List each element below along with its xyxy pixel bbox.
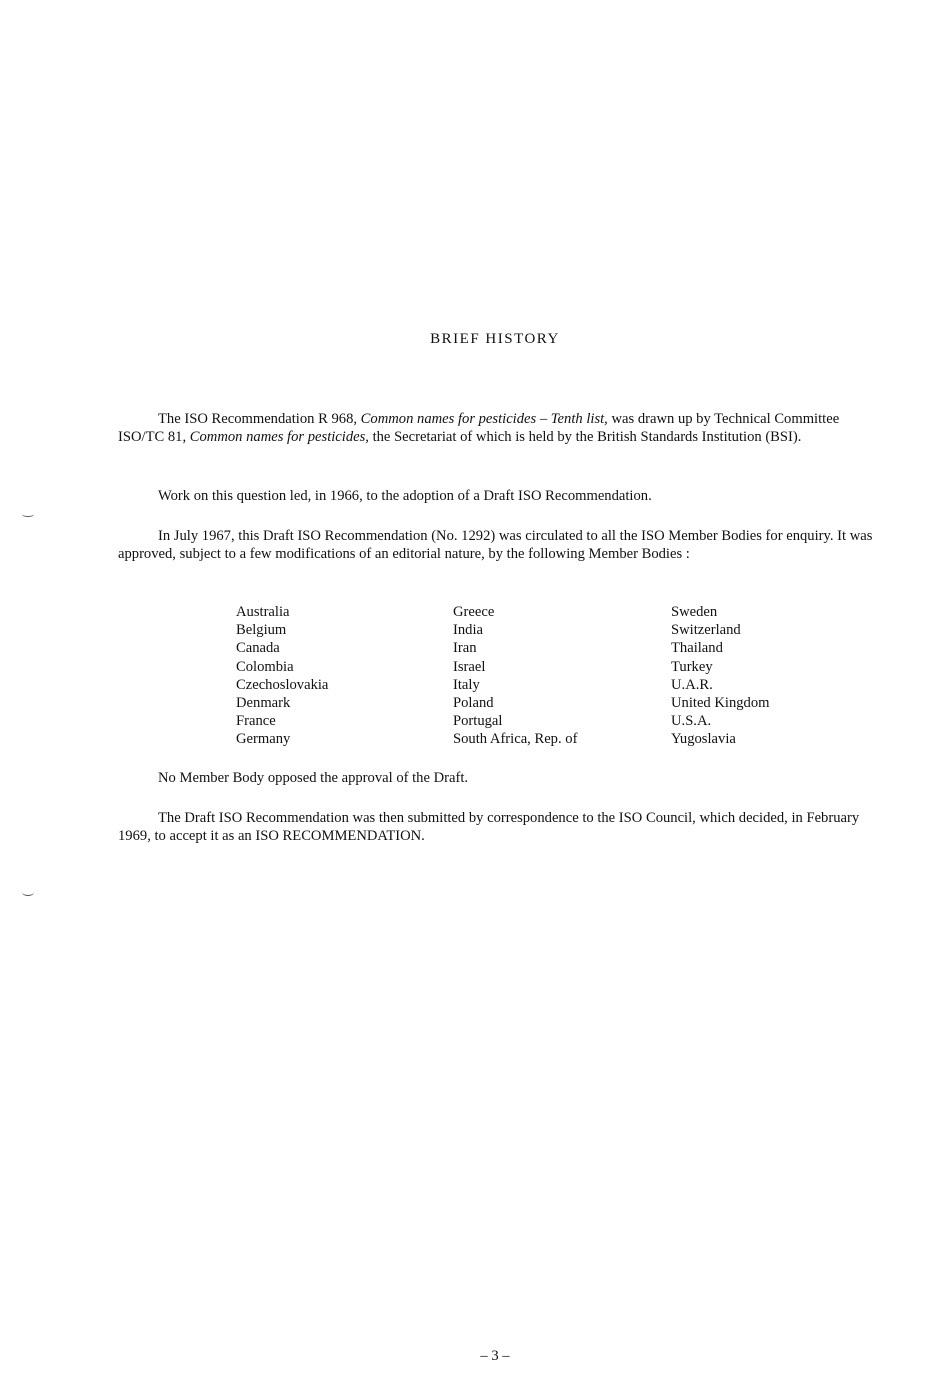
paragraph-council-decision: The Draft ISO Recommendation was then submitted by correspondence to the ISO Council, which decided, in February 1969, to accept it as an ISO RECOMMENDATION.: [118, 810, 860, 845]
member-body: Poland: [453, 695, 494, 712]
origin-italic-title: Common names for pesticides – Tenth list,: [360, 411, 608, 427]
paragraph-circulation: In July 1967, this Draft ISO Recommendation (No. 1292) was circulated to all the ISO Member Bodies for enquiry. It was approved, subject to a few modifications of an editorial nature, by the following Member Bodies :: [118, 528, 873, 563]
member-body: Denmark: [236, 695, 291, 712]
member-body: Italy: [453, 676, 480, 693]
origin-italic-committee: Common names for pesticides,: [189, 429, 369, 446]
member-body: U.S.A.: [671, 713, 712, 730]
member-body: Greece: [453, 604, 495, 620]
origin-text-3: the Secretariat of which is held by the British Standards Institution (BSI).: [368, 429, 802, 446]
member-body: Iran: [453, 640, 477, 657]
member-body: India: [453, 622, 483, 639]
member-bodies-column-2: [453, 603, 577, 749]
member-body: South Africa, Rep. of: [453, 731, 578, 748]
member-body: Turkey: [671, 658, 713, 675]
member-body: Israel: [453, 658, 486, 675]
member-body: Thailand: [671, 640, 723, 657]
member-body: Portugal: [453, 713, 503, 730]
member-bodies-column-1: [236, 603, 328, 749]
member-body: Colombia: [236, 658, 294, 675]
origin-text-2: was drawn up by Technical Committee ISO/TC 81,: [118, 411, 840, 446]
paragraph-no-opposition: No Member Body opposed the approval of the Draft.: [158, 770, 469, 786]
member-body: U.A.R.: [671, 676, 713, 693]
margin-mark: [22, 512, 34, 517]
origin-text-1: The ISO Recommendation R 968,: [158, 411, 361, 427]
margin-mark: [22, 889, 34, 896]
member-body: Sweden: [671, 604, 718, 620]
member-body: Canada: [236, 640, 280, 657]
page-number: – 3 –: [480, 1348, 510, 1364]
member-body: Australia: [236, 604, 290, 620]
paragraph-origin: [118, 410, 874, 446]
member-body: Belgium: [236, 622, 287, 639]
member-body: United Kingdom: [671, 695, 770, 712]
member-body: Germany: [236, 731, 291, 748]
member-body: France: [236, 713, 276, 730]
member-body: Czechoslovakia: [236, 676, 329, 693]
page-heading: BRIEF HISTORY: [430, 331, 560, 347]
member-bodies-column-3: [671, 603, 770, 749]
member-body: Yugoslavia: [671, 731, 736, 748]
member-body: Switzerland: [671, 622, 741, 639]
paragraph-draft-adoption: Work on this question led, in 1966, to the adoption of a Draft ISO Recommendation.: [158, 488, 652, 504]
